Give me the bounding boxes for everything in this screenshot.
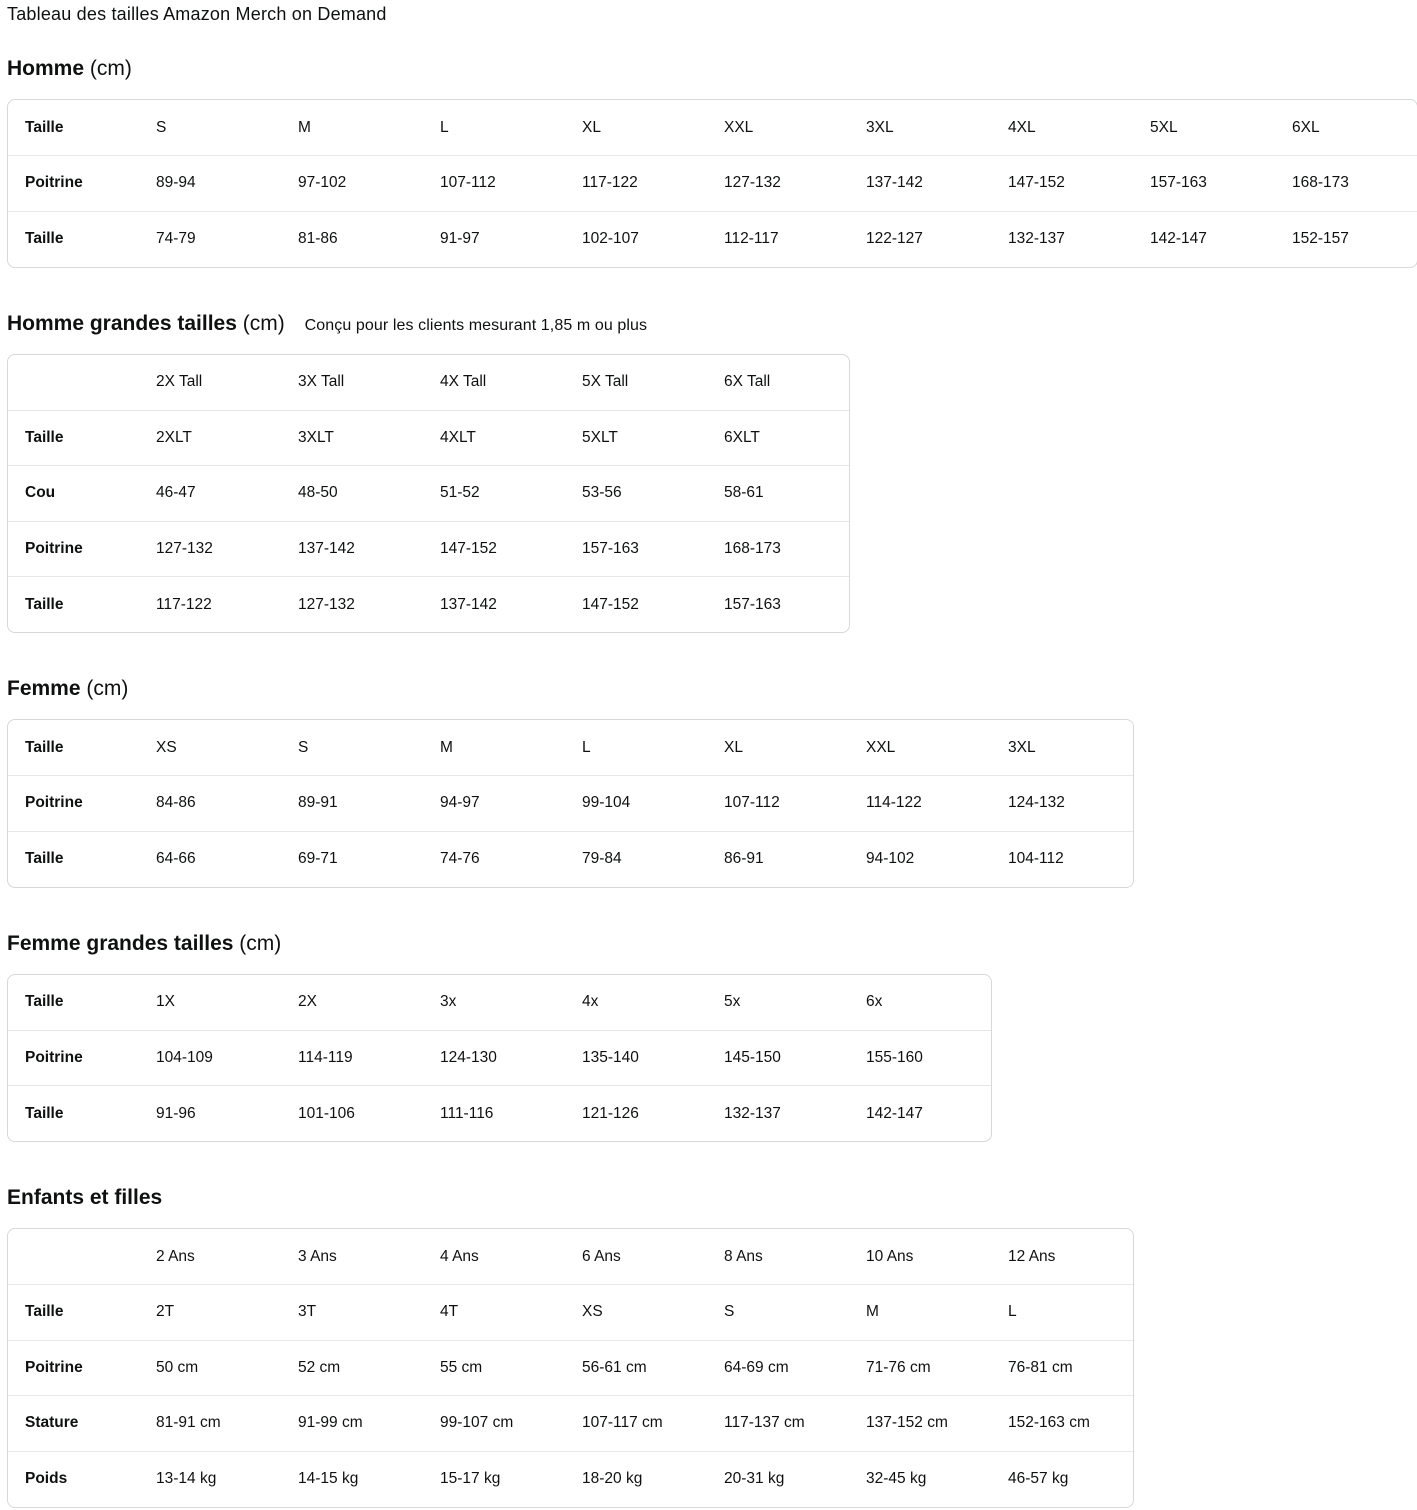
column-header: 6 Ans bbox=[582, 1247, 621, 1265]
row-label: Stature bbox=[25, 1414, 79, 1432]
size-value: 137-142 bbox=[440, 595, 497, 613]
column-header: 8 Ans bbox=[724, 1247, 763, 1265]
size-table-femme-grandes-tailles bbox=[7, 974, 992, 1143]
row-label: Taille bbox=[25, 850, 64, 867]
table-row bbox=[8, 521, 849, 577]
column-header: 3 Ans bbox=[298, 1247, 337, 1265]
column-header: 6XL bbox=[1292, 118, 1320, 136]
size-value: 155-160 bbox=[866, 1048, 923, 1066]
column-header: 6x bbox=[866, 993, 883, 1010]
size-value: 104-112 bbox=[1008, 850, 1064, 867]
size-value: 81-86 bbox=[298, 230, 338, 247]
table-header-row bbox=[8, 720, 1133, 776]
row-label: Taille bbox=[25, 595, 64, 613]
section-title: Femme bbox=[7, 677, 81, 700]
table-row bbox=[8, 156, 1417, 212]
section-femme bbox=[7, 675, 1417, 888]
size-value: 58-61 bbox=[724, 484, 764, 502]
table-row bbox=[8, 831, 1133, 887]
row-label: Taille bbox=[25, 118, 64, 136]
size-value: 112-117 bbox=[724, 230, 779, 247]
section-note: Conçu pour les clients mesurant 1,85 m ou plus bbox=[304, 316, 648, 334]
section-heading-femme bbox=[7, 675, 1417, 705]
row-label: Poitrine bbox=[25, 174, 83, 192]
column-header: 6X Tall bbox=[724, 373, 771, 390]
section-heading-homme-grandes-tailles bbox=[7, 310, 1417, 340]
size-value: 48-50 bbox=[298, 484, 338, 502]
column-header: 4X Tall bbox=[440, 373, 487, 390]
column-header: 5XL bbox=[1150, 118, 1178, 136]
row-label bbox=[8, 355, 139, 411]
section-title: Homme grandes tailles bbox=[7, 311, 237, 335]
size-value: 168-173 bbox=[1292, 174, 1349, 192]
size-value: 97-102 bbox=[298, 174, 347, 192]
size-value: 127-132 bbox=[298, 595, 355, 613]
size-value: 142-147 bbox=[866, 1104, 923, 1122]
column-header: XL bbox=[724, 738, 743, 756]
size-value: 107-117 cm bbox=[582, 1414, 663, 1432]
column-header: 5x bbox=[724, 993, 741, 1010]
table-header-row bbox=[8, 1229, 1133, 1285]
size-value: M bbox=[866, 1303, 879, 1321]
row-label: Taille bbox=[25, 738, 64, 756]
section-heading-femme-grandes-tailles bbox=[7, 930, 1417, 960]
size-value: 3XLT bbox=[298, 428, 334, 446]
size-value: 107-112 bbox=[724, 794, 780, 812]
column-header: M bbox=[298, 118, 311, 136]
size-value: 4XLT bbox=[440, 428, 476, 446]
size-value: 107-112 bbox=[440, 174, 496, 192]
section-unit: (cm) bbox=[86, 677, 129, 700]
size-value: 56-61 cm bbox=[582, 1358, 647, 1376]
size-value: 2XLT bbox=[156, 428, 192, 446]
section-enfants-et-filles bbox=[7, 1184, 1417, 1508]
size-value: 117-137 cm bbox=[724, 1414, 805, 1432]
size-table-enfants-et-filles bbox=[7, 1228, 1134, 1508]
size-value: 64-69 cm bbox=[724, 1358, 789, 1376]
column-header: XXL bbox=[866, 738, 896, 756]
size-value: 51-52 bbox=[440, 484, 480, 502]
table-row bbox=[8, 1396, 1133, 1452]
size-value: 64-66 bbox=[156, 850, 196, 867]
size-value: 157-163 bbox=[724, 595, 781, 613]
size-table-femme bbox=[7, 719, 1134, 888]
section-title: Femme grandes tailles bbox=[7, 931, 234, 955]
column-header: S bbox=[156, 118, 167, 136]
column-header: 3X Tall bbox=[298, 373, 345, 390]
size-value: 53-56 bbox=[582, 484, 622, 502]
column-header: 2 Ans bbox=[156, 1247, 195, 1265]
table-row bbox=[8, 1030, 991, 1086]
size-value: 94-97 bbox=[440, 794, 480, 812]
column-header: 3x bbox=[440, 993, 457, 1010]
table-header-row bbox=[8, 355, 849, 411]
size-value: 4T bbox=[440, 1303, 459, 1321]
size-value: 94-102 bbox=[866, 850, 915, 867]
size-value: 157-163 bbox=[1150, 174, 1207, 192]
size-value: 127-132 bbox=[156, 539, 213, 557]
row-label bbox=[8, 1229, 139, 1285]
size-value: 5XLT bbox=[582, 428, 618, 446]
table-row bbox=[8, 211, 1417, 267]
size-value: 86-91 bbox=[724, 850, 764, 867]
size-value: L bbox=[1008, 1303, 1017, 1321]
size-value: 102-107 bbox=[582, 230, 639, 247]
section-homme-grandes-tailles bbox=[7, 310, 1417, 634]
size-value: 142-147 bbox=[1150, 230, 1207, 247]
size-value: 147-152 bbox=[582, 595, 639, 613]
size-value: 52 cm bbox=[298, 1358, 341, 1376]
size-value: 91-96 bbox=[156, 1104, 196, 1122]
size-value: 84-86 bbox=[156, 794, 196, 812]
size-value: 122-127 bbox=[866, 230, 923, 247]
size-value: 168-173 bbox=[724, 539, 781, 557]
table-row bbox=[8, 410, 849, 466]
column-header: L bbox=[440, 118, 449, 136]
size-value: 89-91 bbox=[298, 794, 338, 812]
column-header: XS bbox=[156, 738, 177, 756]
size-value: 74-76 bbox=[440, 850, 480, 867]
size-value: 135-140 bbox=[582, 1048, 639, 1066]
row-label: Poids bbox=[25, 1470, 68, 1487]
size-value: 127-132 bbox=[724, 174, 781, 192]
size-value: 20-31 kg bbox=[724, 1470, 785, 1487]
size-value: 50 cm bbox=[156, 1358, 199, 1376]
size-value: 121-126 bbox=[582, 1104, 639, 1122]
size-value: 79-84 bbox=[582, 850, 622, 867]
row-label: Cou bbox=[25, 484, 56, 502]
size-value: 147-152 bbox=[1008, 174, 1065, 192]
section-title: Homme bbox=[7, 57, 85, 80]
size-value: 18-20 kg bbox=[582, 1470, 643, 1487]
column-header: XL bbox=[582, 118, 601, 136]
section-homme bbox=[7, 55, 1417, 268]
size-value: 132-137 bbox=[1008, 230, 1065, 247]
table-row bbox=[8, 466, 849, 522]
size-value: 152-157 bbox=[1292, 230, 1349, 247]
size-value: 99-107 cm bbox=[440, 1414, 514, 1432]
row-label: Taille bbox=[25, 230, 64, 247]
size-value: 32-45 kg bbox=[866, 1470, 927, 1487]
size-value: 111-116 bbox=[440, 1104, 494, 1122]
section-heading-homme bbox=[7, 55, 1417, 85]
page-title: Tableau des tailles Amazon Merch on Demand bbox=[7, 4, 387, 24]
column-header: 10 Ans bbox=[866, 1247, 914, 1265]
row-label: Taille bbox=[25, 428, 64, 446]
size-value: 124-132 bbox=[1008, 794, 1065, 812]
size-value: 147-152 bbox=[440, 539, 497, 557]
column-header: 3XL bbox=[866, 118, 894, 136]
size-value: 46-57 kg bbox=[1008, 1470, 1069, 1487]
size-value: 152-163 cm bbox=[1008, 1414, 1090, 1432]
section-unit: (cm) bbox=[242, 311, 285, 335]
column-header: 4XL bbox=[1008, 118, 1036, 136]
size-value: 81-91 cm bbox=[156, 1414, 221, 1432]
column-header: 5X Tall bbox=[582, 373, 629, 390]
column-header: 2X bbox=[298, 993, 317, 1010]
size-value: 124-130 bbox=[440, 1048, 497, 1066]
size-value: 145-150 bbox=[724, 1048, 781, 1066]
row-label: Poitrine bbox=[25, 539, 83, 557]
row-label: Poitrine bbox=[25, 1048, 83, 1066]
section-heading-enfants-et-filles bbox=[7, 1184, 1417, 1214]
row-label: Taille bbox=[25, 1104, 64, 1122]
table-row bbox=[8, 1340, 1133, 1396]
size-value: S bbox=[724, 1303, 735, 1321]
row-label: Poitrine bbox=[25, 1358, 83, 1376]
column-header: 4x bbox=[582, 993, 599, 1010]
size-value: 14-15 kg bbox=[298, 1470, 359, 1487]
size-value: 71-76 cm bbox=[866, 1358, 931, 1376]
table-header-row bbox=[8, 100, 1417, 156]
size-value: 117-122 bbox=[156, 595, 212, 613]
size-value: 137-142 bbox=[866, 174, 923, 192]
section-unit: (cm) bbox=[239, 931, 282, 955]
size-value: 101-106 bbox=[298, 1104, 355, 1122]
size-value: 3T bbox=[298, 1303, 317, 1321]
size-value: 89-94 bbox=[156, 174, 196, 192]
size-value: 2T bbox=[156, 1303, 175, 1321]
size-value: 132-137 bbox=[724, 1104, 781, 1122]
size-value: 15-17 kg bbox=[440, 1470, 501, 1487]
size-value: 99-104 bbox=[582, 794, 631, 812]
size-value: 157-163 bbox=[582, 539, 639, 557]
section-unit: (cm) bbox=[89, 57, 132, 80]
size-value: 117-122 bbox=[582, 174, 638, 192]
column-header: XXL bbox=[724, 118, 754, 136]
row-label: Taille bbox=[25, 993, 64, 1010]
size-value: 55 cm bbox=[440, 1358, 483, 1376]
column-header: 2X Tall bbox=[156, 373, 203, 390]
size-value: 91-97 bbox=[440, 230, 480, 247]
size-value: 13-14 kg bbox=[156, 1470, 217, 1487]
table-row bbox=[8, 776, 1133, 832]
size-value: 137-142 bbox=[298, 539, 355, 557]
size-table-homme bbox=[7, 99, 1417, 268]
size-value: XS bbox=[582, 1303, 603, 1321]
row-label: Taille bbox=[25, 1303, 64, 1321]
size-value: 104-109 bbox=[156, 1048, 213, 1066]
column-header: 1X bbox=[156, 993, 175, 1010]
size-table-homme-grandes-tailles bbox=[7, 354, 850, 634]
size-value: 76-81 cm bbox=[1008, 1358, 1073, 1376]
column-header: 3XL bbox=[1008, 738, 1036, 756]
table-row bbox=[8, 1451, 1133, 1507]
size-value: 114-122 bbox=[866, 794, 922, 812]
row-label: Poitrine bbox=[25, 794, 83, 812]
column-header: 12 Ans bbox=[1008, 1247, 1056, 1265]
column-header: L bbox=[582, 738, 591, 756]
table-row bbox=[8, 1285, 1133, 1341]
size-value: 137-152 cm bbox=[866, 1414, 948, 1432]
column-header: M bbox=[440, 738, 453, 756]
section-title: Enfants et filles bbox=[7, 1186, 163, 1209]
size-value: 6XLT bbox=[724, 428, 760, 446]
table-row bbox=[8, 1086, 991, 1142]
size-value: 46-47 bbox=[156, 484, 196, 502]
column-header: S bbox=[298, 738, 309, 756]
column-header: 4 Ans bbox=[440, 1247, 479, 1265]
size-value: 114-119 bbox=[298, 1048, 353, 1066]
table-row bbox=[8, 577, 849, 633]
table-header-row bbox=[8, 975, 991, 1031]
size-value: 91-99 cm bbox=[298, 1414, 363, 1432]
size-value: 74-79 bbox=[156, 230, 196, 247]
section-femme-grandes-tailles bbox=[7, 930, 1417, 1143]
size-value: 69-71 bbox=[298, 850, 338, 867]
